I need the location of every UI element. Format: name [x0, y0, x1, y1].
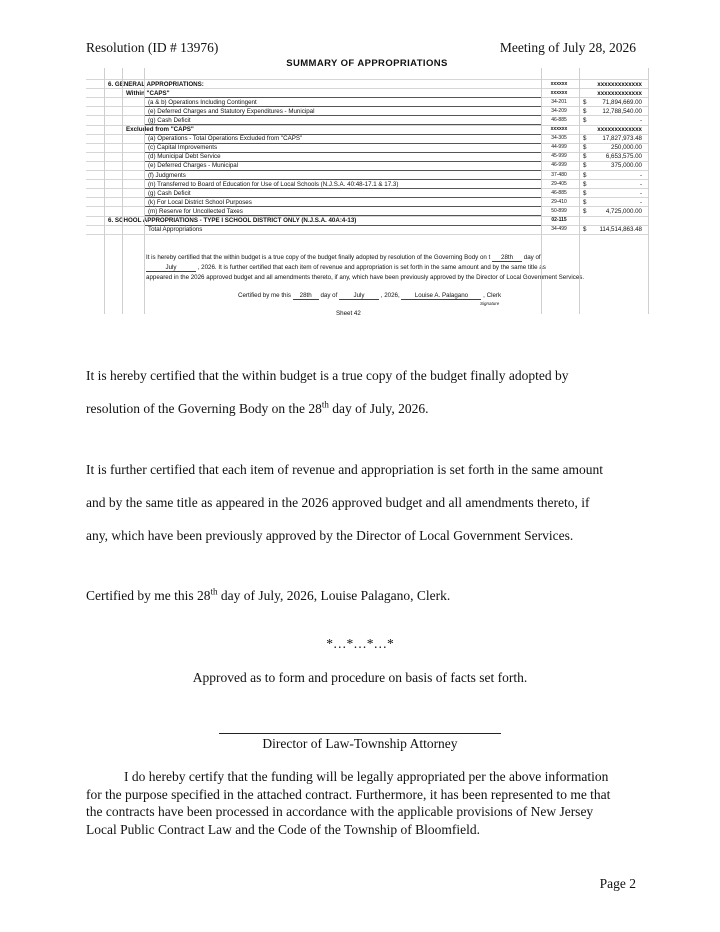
sheet-row-label: Total Appropriations: [148, 226, 203, 234]
sheet-row-account: 34-305: [551, 135, 567, 142]
p1-sup: th: [321, 399, 329, 410]
sheet-certified-title: , Clerk: [483, 292, 502, 299]
sheet-row-label: (n) Transferred to Board of Education for Use of Local Schools (N.J.S.A. 40:48-17.1 & 17.3): [148, 180, 399, 188]
sheet-row-dollar: $: [583, 226, 587, 234]
sheet-row-account: 02-115: [551, 217, 567, 223]
sheet-row-label: (e) Deferred Charges and Statutory Expenditures - Municipal: [148, 107, 315, 115]
sheet-row-account: xxxxxx: [550, 126, 568, 132]
sheet-row-amount: 6,653,575.00: [605, 153, 642, 161]
sheet-cert-text-1a: It is hereby certified that the within budget is a true copy of the budget finally adopted by resolution of the Governing Body on t: [146, 254, 491, 261]
sheet-grid-line: [122, 68, 123, 314]
p3a: Certified by me this 28: [86, 588, 211, 603]
sheet-row-amount: 375,000.00: [611, 162, 642, 170]
funding-certification: [86, 768, 636, 838]
sheet-title: SUMMARY OF APPROPRIATIONS: [286, 58, 448, 69]
sheet-signature-caption: Signature: [480, 301, 500, 306]
sheet-row-amount: 4,725,000.00: [605, 207, 642, 215]
sheet-row-account: 29-405: [551, 180, 567, 187]
sheet-row: [86, 216, 648, 226]
appropriations-summary-sheet: [86, 56, 648, 322]
sheet-row-dollar: $: [583, 189, 587, 197]
p3-sup: th: [210, 586, 218, 597]
sheet-row-dollar: $: [583, 153, 587, 161]
p4-line-2: for the purpose specified in the attached contract. Furthermore, it has been represented to me that: [86, 786, 611, 802]
p2-line-1: It is further certified that each item of revenue and appropriation is set forth in the same amount: [86, 462, 603, 477]
sheet-certified-name: Louise A. Palagano: [401, 292, 481, 300]
sheet-row: [86, 170, 648, 180]
p4-line-1: I do hereby certify that the funding will be legally appropriated per the above information: [124, 769, 609, 784]
sheet-row-amount: -: [639, 116, 642, 124]
certification-paragraph-2: [86, 460, 634, 559]
sheet-row-account: 50-899: [551, 207, 567, 214]
sheet-cert-day: 28th: [492, 254, 522, 262]
p3b: day of July, 2026, Louise Palagano, Clerk.: [217, 588, 451, 603]
sheet-row-dollar: $: [583, 116, 587, 124]
attorney-title: Director of Law-Township Attorney: [262, 736, 458, 751]
approved-statement: Approved as to form and procedure on basis of facts set forth.: [192, 670, 528, 685]
sheet-row: [86, 79, 648, 89]
sheet-row-amount: 71,894,669.00: [602, 98, 642, 106]
sheet-row-dollar: $: [583, 198, 587, 206]
sheet-grid-line: [144, 68, 145, 314]
p1-line-2: [86, 399, 634, 432]
sheet-row-label: Excluded from "CAPS": [126, 126, 194, 133]
sheet-row-amount: -: [639, 189, 642, 197]
sheet-row-rule: [86, 234, 648, 244]
sheet-row: [86, 225, 648, 235]
sheet-row-amount: -: [639, 198, 642, 206]
sheet-row-account: 37-480: [551, 171, 567, 178]
sheet-row-amount: xxxxxxxxxxxxx: [597, 80, 642, 88]
sheet-row: [86, 143, 648, 153]
p2-line-2: and by the same title as appeared in the 2026 approved budget and all amendments thereto, if: [86, 495, 590, 510]
sheet-row: [86, 197, 648, 207]
sheet-row-account: 46-999: [551, 162, 567, 169]
sheet-cert-month: July: [146, 264, 196, 272]
sheet-row-label: (a) Operations - Total Operations Excluded from "CAPS": [148, 135, 303, 143]
sheet-row-amount: 12,788,540.00: [602, 107, 642, 115]
sheet-row-dollar: $: [583, 180, 587, 188]
certification-paragraph-1: [86, 366, 634, 432]
separator: *…*…*…*: [326, 636, 394, 651]
sheet-row: [86, 134, 648, 144]
sheet-row-account: 46-885: [551, 189, 567, 196]
sheet-row-label: (f) Judgments: [148, 171, 186, 179]
meeting-date: Meeting of July 28, 2026: [499, 40, 636, 55]
sheet-row-amount: 17,827,973.48: [602, 135, 642, 143]
sheet-row-dollar: $: [583, 162, 587, 170]
sheet-row-label: 6. SCHOOL APPROPRIATIONS - TYPE I SCHOOL DISTRICT ONLY (N.J.S.A. 40A:4-13): [108, 217, 357, 224]
sheet-cert-line-2: [146, 264, 646, 272]
sheet-row-dollar: $: [583, 107, 587, 115]
sheet-row-label: (m) Reserve for Uncollected Taxes: [148, 207, 243, 215]
sheet-cert-text-2: , 2026. It is further certified that each item of revenue and appropriation is set forth in the same amount and by the same title as: [197, 264, 546, 271]
sheet-row-label: (g) Cash Deficit: [148, 189, 191, 197]
sheet-cert-line-3: appeared in the 2026 approved budget and all amendments thereto, if any, which have been previously approved by the Director of Local Government Services.: [146, 274, 585, 281]
sheet-row-account: 29-410: [551, 198, 567, 205]
sheet-certified-month: July: [339, 292, 379, 300]
certified-by-clerk: [86, 588, 634, 604]
sheet-row-dollar: $: [583, 207, 587, 215]
sheet-row: [86, 97, 648, 107]
p1-line-1: It is hereby certified that the within budget is a true copy of the budget finally adopted by: [86, 368, 569, 383]
sheet-row-amount: 114,514,863.48: [599, 226, 642, 234]
sheet-row-account: 34-209: [551, 107, 567, 114]
sheet-row-amount: 250,000.00: [611, 144, 642, 152]
sheet-row-account: 44-999: [551, 144, 567, 151]
sheet-row-amount: xxxxxxxxxxxxx: [597, 89, 642, 97]
sheet-row-label: (k) For Local District School Purposes: [148, 198, 252, 206]
sheet-row-label: (e) Deferred Charges - Municipal: [148, 162, 239, 170]
sheet-row-account: 45-999: [551, 153, 567, 160]
p1-line-2b: day of July, 2026.: [328, 401, 429, 416]
sheet-row: [86, 188, 648, 198]
sheet-row-dollar: $: [583, 144, 587, 152]
p2-line-3: any, which have been previously approved by the Director of Local Government Services.: [86, 528, 574, 543]
sheet-grid-line: [579, 68, 580, 314]
sheet-row-label: Within "CAPS": [126, 89, 170, 97]
sheet-row-label: (c) Capital Improvements: [148, 144, 218, 152]
sheet-row-label: (g) Cash Deficit: [148, 116, 191, 124]
sheet-cert-line-1: [146, 254, 646, 262]
sheet-certified-day: 28th: [293, 292, 319, 300]
sheet-row: [86, 125, 648, 135]
sheet-grid-line: [648, 68, 649, 314]
sheet-row-label: (d) Municipal Debt Service: [148, 153, 221, 161]
sheet-row: [86, 179, 648, 189]
sheet-grid-line: [104, 68, 105, 314]
sheet-certified-dayof: day of: [320, 292, 338, 299]
sheet-number: Sheet 42: [336, 310, 361, 317]
sheet-row: [86, 106, 648, 116]
sheet-row-account: 46-885: [551, 116, 567, 123]
sheet-row: [86, 88, 648, 98]
sheet-row: [86, 161, 648, 171]
sheet-certified-prefix: Certified by me this: [238, 292, 291, 299]
resolution-id: Resolution (ID # 13976): [86, 40, 219, 55]
sheet-row-account: 34-499: [551, 226, 567, 233]
sheet-row: [86, 115, 648, 125]
sheet-row-account: 34-201: [551, 98, 567, 105]
sheet-cert-text-1b: day of: [523, 254, 541, 261]
sheet-row-label: (a & b) Operations Including Contingent: [148, 98, 257, 106]
sheet-certified-year: , 2026,: [380, 292, 400, 299]
sheet-row-amount: -: [639, 180, 642, 188]
sheet-row-account: xxxxxx: [550, 89, 568, 96]
sheet-row-dollar: $: [583, 98, 587, 106]
signature-line: [219, 733, 501, 734]
sheet-row-amount: xxxxxxxxxxxxx: [597, 126, 642, 133]
sheet-row-amount: -: [639, 171, 642, 179]
sheet-row-label: 6. GENERAL APPROPRIATIONS:: [108, 80, 204, 88]
p1-line-2a: resolution of the Governing Body on the 28: [86, 401, 322, 416]
sheet-row: [86, 206, 648, 216]
sheet-row-dollar: $: [583, 135, 587, 143]
p4-line-3: the contracts have been processed in accordance with the applicable provisions of New Jersey: [86, 804, 594, 819]
sheet-grid-line: [541, 68, 542, 314]
sheet-row: [86, 152, 648, 162]
sheet-row-account: xxxxxx: [550, 80, 568, 87]
sheet-row-dollar: $: [583, 171, 587, 179]
p4-line-4: Local Public Contract Law and the Code of the Township of Bloomfield.: [86, 821, 480, 837]
page-number: Page 2: [599, 876, 636, 891]
